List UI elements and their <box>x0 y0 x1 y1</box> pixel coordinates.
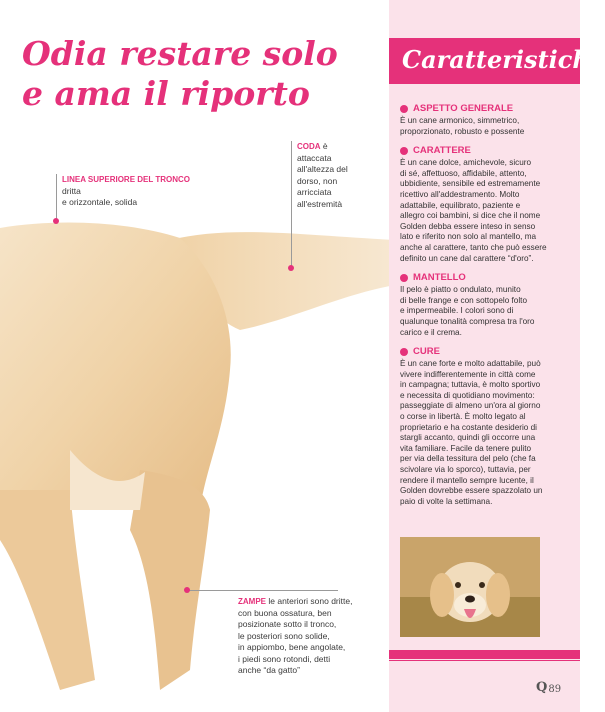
callout-text-line: all'altezza del <box>297 164 348 174</box>
dog-ear-right <box>486 573 510 617</box>
bullet-icon <box>400 274 408 282</box>
body-line: vita familiare. Facile da tenere pulito <box>400 443 532 453</box>
body-line: e impermeabile. I colori sono di <box>400 306 514 316</box>
body-line: di sé, affettuoso, affidabile, attento, <box>400 168 527 178</box>
callout-text-line: anche “da gatto” <box>238 665 300 675</box>
callout-leader-line <box>56 174 57 220</box>
callout-keyword: CODA <box>297 142 321 151</box>
callout-text-line: le posteriori sono solide, <box>238 630 330 641</box>
callout-coda <box>297 141 377 210</box>
dog-eye-right <box>479 582 485 588</box>
callout-text-line: dritta <box>62 185 81 196</box>
section-aspetto-generale <box>400 103 572 137</box>
dog-nose <box>465 596 475 603</box>
sidebar-sections <box>400 103 572 515</box>
page-footer <box>536 680 561 695</box>
callout-keyword: ZAMPE <box>238 597 266 606</box>
callout-text-line: i piedi sono rotondi, detti <box>238 653 331 664</box>
body-line: È un cane dolce, amichevole, sicuro <box>400 158 532 168</box>
section-body <box>400 158 572 264</box>
callout-leader-line <box>291 141 292 267</box>
callout-zampe <box>238 596 383 677</box>
body-line: stargli accanto, quindi gli occorre una <box>400 433 536 443</box>
callout-keyword: LINEA SUPERIORE DEL TRONCO <box>62 175 191 184</box>
logo-letter: Q <box>536 680 548 695</box>
callout-text-line: in appiombo, bene angolate, <box>238 642 346 652</box>
body-line: definito un cane dal carattere “d'oro”. <box>400 253 534 263</box>
section-cure <box>400 346 572 507</box>
page-title <box>22 34 352 114</box>
section-heading <box>400 145 572 157</box>
callout-text-line: posizionate sotto il tronco, <box>238 619 337 629</box>
section-heading <box>400 346 572 358</box>
body-line: ubbidiente, sensibile ed estremamente <box>400 179 541 189</box>
callout-marker <box>288 265 294 271</box>
dog-ear-left <box>430 573 454 617</box>
body-line: anche al carattere, tanto che può essere <box>400 242 547 252</box>
body-line: proporzionato, robusto e possente <box>400 126 525 136</box>
section-mantello <box>400 272 572 338</box>
section-carattere <box>400 145 572 264</box>
body-line: paio di volte la settimana. <box>400 496 493 506</box>
bullet-icon <box>400 147 408 155</box>
body-line: scivolare via lo sporco), tuttavia, per <box>400 465 531 475</box>
dog-eye-left <box>455 582 461 588</box>
body-line: È un cane forte e molto adattabile, può <box>400 359 541 369</box>
section-body <box>400 359 572 507</box>
title-line: Odia restare solo <box>22 34 338 73</box>
body-line: carico e il crema. <box>400 327 462 337</box>
magazine-logo <box>536 680 547 695</box>
section-heading-text: ASPETTO GENERALE <box>413 103 514 114</box>
callout-text-line: attaccata <box>297 152 332 163</box>
dog-hind-leg <box>130 470 210 690</box>
body-line: o corse in libertà. È molto legato al <box>400 412 526 422</box>
page-number: 89 <box>548 684 562 695</box>
bullet-icon <box>400 105 408 113</box>
body-line: passeggiate di almeno un'ora al giorno <box>400 401 541 411</box>
section-body <box>400 116 572 137</box>
section-heading <box>400 103 572 115</box>
section-heading-text: CURE <box>413 346 440 358</box>
callout-text-line: le anteriori sono dritte, <box>266 596 353 606</box>
dog-body <box>0 223 231 510</box>
body-line: e necessita di quotidiano movimento: <box>400 390 535 400</box>
dog-portrait-photo <box>400 537 540 637</box>
section-heading <box>400 272 572 284</box>
body-line: rendere il mantello sempre lucente, il <box>400 475 534 485</box>
section-body <box>400 285 572 338</box>
body-line: ricettivo all'addestramento. Molto <box>400 189 520 199</box>
callout-text-line: con buona ossatura, ben <box>238 607 332 618</box>
body-line: di belle frange e con sottopelo folto <box>400 295 527 305</box>
body-line: allegro coi bambini, si dice che il nome <box>400 211 541 221</box>
callout-leader-line <box>188 590 338 591</box>
body-line: in campagna; tuttavia, è molto sportivo <box>400 380 541 390</box>
body-line: Golden dovrebbe essere spazzolato un <box>400 486 543 496</box>
section-heading-text: MANTELLO <box>413 272 466 284</box>
body-line: Il pelo è piatto o ondulato, munito <box>400 285 521 295</box>
callout-text-line: è <box>320 141 328 151</box>
callout-text-line: e orizzontale, solida <box>62 197 138 207</box>
body-line: adattabile, equilibrato, paziente e <box>400 200 521 210</box>
dog-front-leg <box>0 490 95 690</box>
sidebar-title: Caratteristiche <box>402 45 605 74</box>
body-line: lato e riferito non solo al mantello, ma <box>400 232 537 242</box>
body-line: qualunque tonalità compresa tra l'oro <box>400 316 535 326</box>
body-line: proprietario e ha costante desiderio di <box>400 422 537 432</box>
footer-stripe-thin <box>389 660 580 661</box>
section-heading-text: CARATTERE <box>413 145 471 157</box>
body-line: per via della tessitura del pelo (che fa <box>400 454 536 464</box>
callout-marker <box>53 218 59 224</box>
title-line: e ama il riporto <box>22 74 310 113</box>
callout-linea-superiore <box>62 174 192 209</box>
callout-text-line: arricciata <box>297 187 332 197</box>
callout-marker <box>184 587 190 593</box>
footer-stripe <box>389 650 580 659</box>
callout-text-line: all'estremità <box>297 198 343 209</box>
body-line: È un cane armonico, simmetrico, <box>400 116 520 125</box>
body-line: vivere indifferentemente in città come <box>400 369 536 379</box>
bullet-icon <box>400 348 408 356</box>
body-line: Golden debba essere inteso in senso <box>400 221 536 231</box>
callout-text-line: dorso, non <box>297 175 338 186</box>
